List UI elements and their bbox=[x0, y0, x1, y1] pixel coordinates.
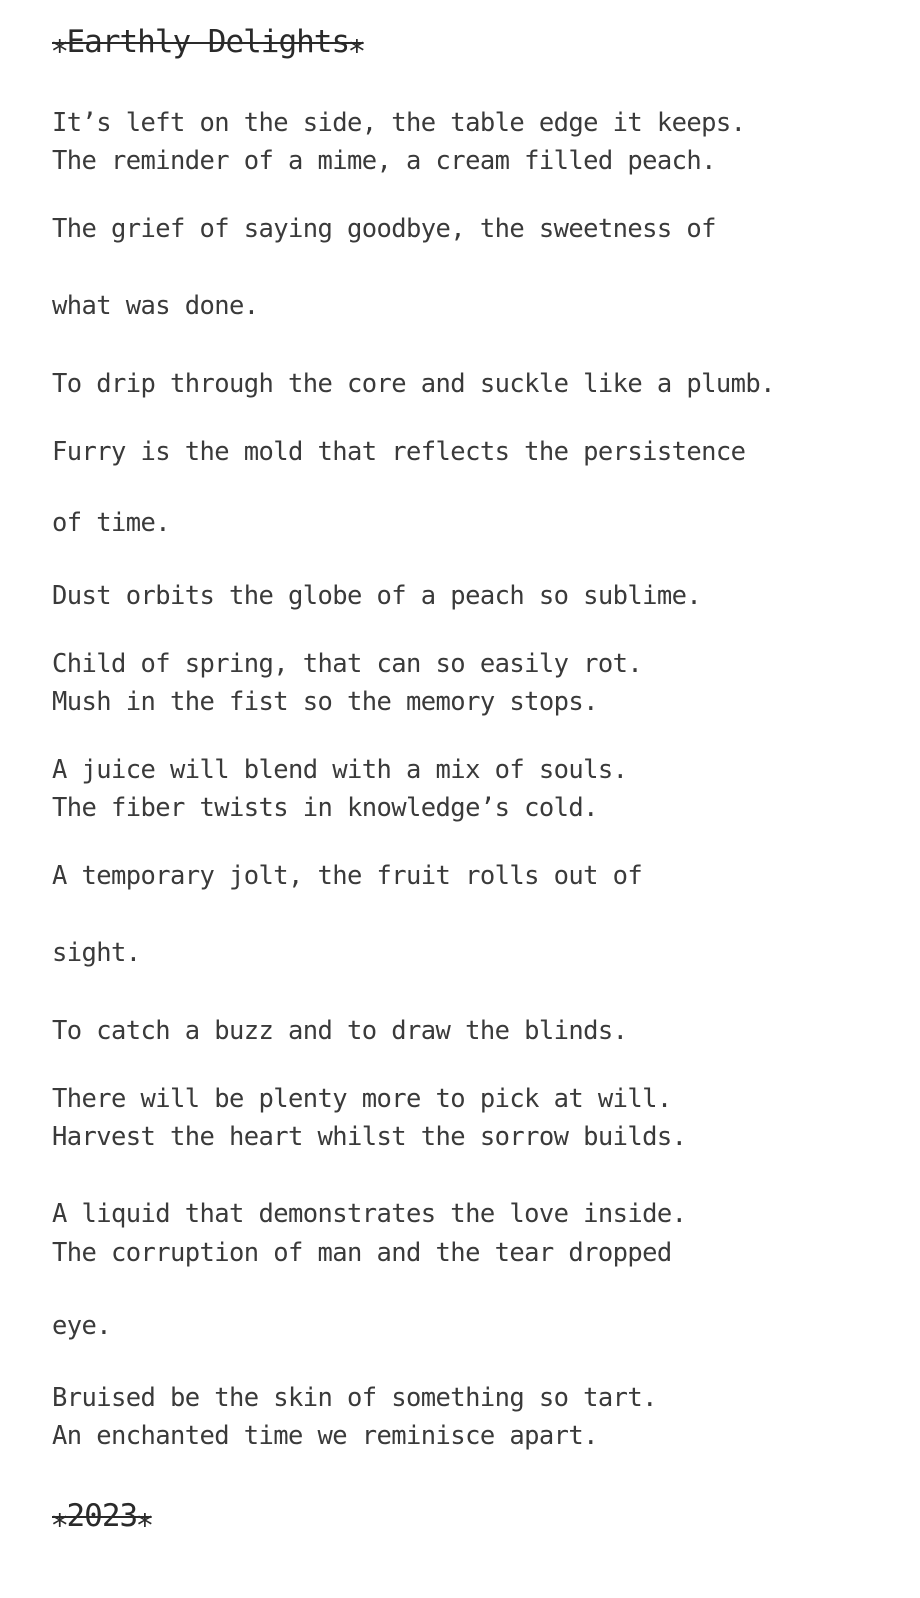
poem-line: sight. bbox=[52, 938, 141, 968]
poem-line: Harvest the heart whilst the sorrow builds. bbox=[52, 1122, 687, 1152]
poem-line: The fiber twists in knowledge’s cold. bbox=[52, 793, 598, 823]
poem-line: Child of spring, that can so easily rot. bbox=[52, 649, 643, 679]
poem-year-footer: ⁎2023⁎ bbox=[52, 1498, 152, 1534]
poem-line: Furry is the mold that reflects the persistence bbox=[52, 437, 746, 467]
poem-line: A temporary jolt, the fruit rolls out of bbox=[52, 861, 643, 891]
poem-line: The reminder of a mime, a cream filled peach. bbox=[52, 146, 716, 176]
poem-line: eye. bbox=[52, 1311, 112, 1341]
poem-line: To drip through the core and suckle like a plumb. bbox=[52, 369, 775, 399]
poem-line: of time. bbox=[52, 508, 171, 538]
poem-line: A juice will blend with a mix of souls. bbox=[52, 755, 628, 785]
poem-line: To catch a buzz and to draw the blinds. bbox=[52, 1016, 628, 1046]
poem-line: An enchanted time we reminisce apart. bbox=[52, 1421, 598, 1451]
poem-line: Bruised be the skin of something so tart. bbox=[52, 1383, 657, 1413]
poem-line: The corruption of man and the tear dropped bbox=[52, 1238, 672, 1268]
poem-line: There will be plenty more to pick at will. bbox=[52, 1084, 672, 1114]
poem-line: The grief of saying goodbye, the sweetness of bbox=[52, 214, 716, 244]
poem-line: Mush in the fist so the memory stops. bbox=[52, 687, 598, 717]
poem-line: what was done. bbox=[52, 291, 259, 321]
poem-line: Dust orbits the globe of a peach so sublime. bbox=[52, 581, 702, 611]
poem-line: It’s left on the side, the table edge it keeps. bbox=[52, 108, 746, 138]
poem-line: A liquid that demonstrates the love inside. bbox=[52, 1199, 687, 1229]
poem-title: ⁎Earthly Delights⁎ bbox=[52, 24, 364, 60]
